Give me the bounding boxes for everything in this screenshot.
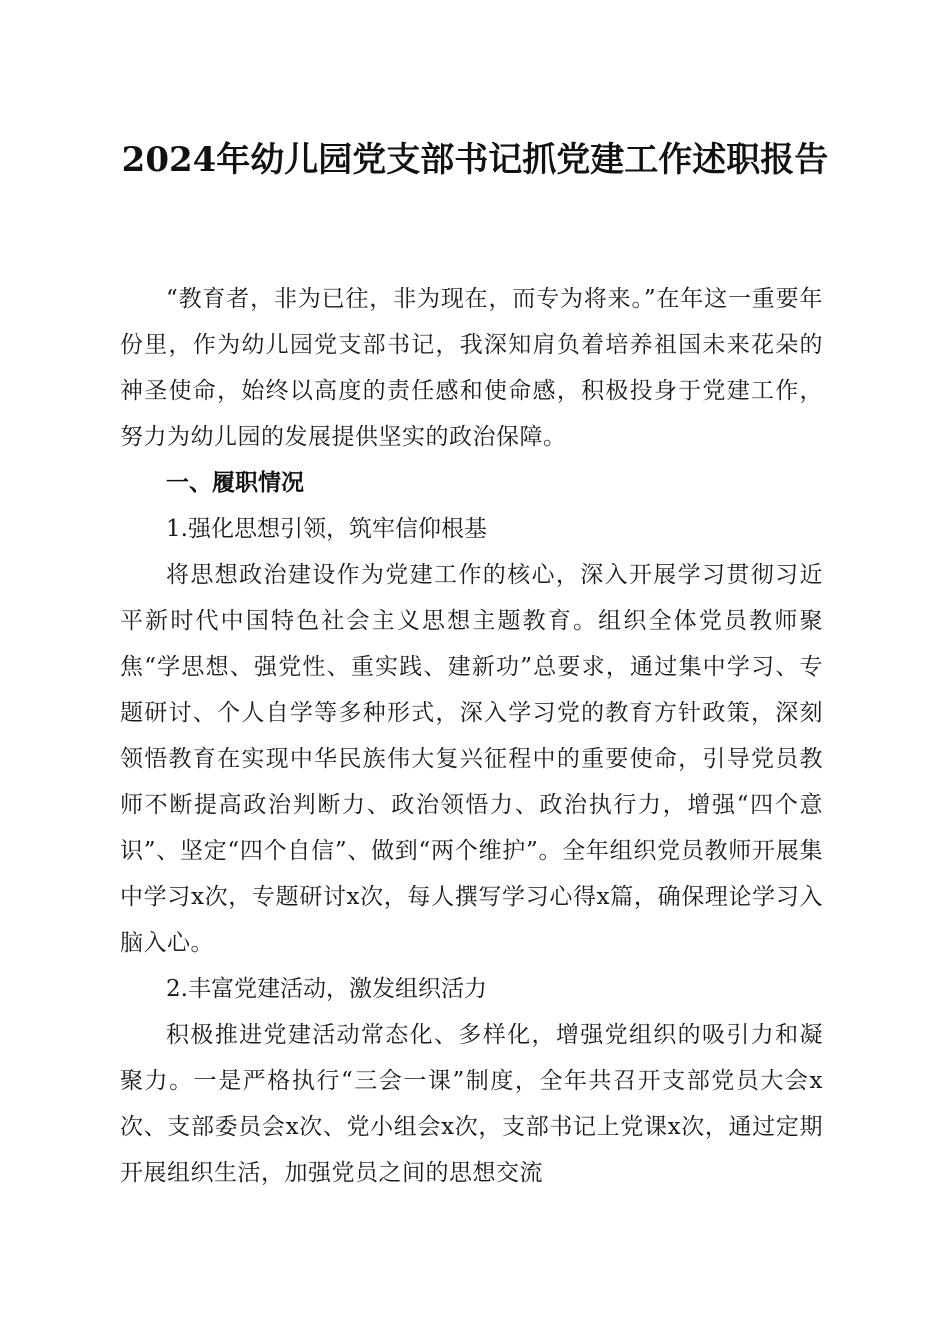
subsection-heading-ideology: 1.强化思想引领，筑牢信仰根基 <box>166 516 487 542</box>
document-body <box>120 276 823 1196</box>
intro-paragraph: “教育者，非为已往，非为现在，而专为将来。”在年这一重要年份里，作为幼儿园党支部书记，我深知肩负着培养祖国未来花朵的神圣使命，始终以高度的责任感和使命感，积极投身于党建工作，努力为幼儿园的发展提供坚实的政治保障。 <box>120 286 823 450</box>
paragraph-ideology: 将思想政治建设作为党建工作的核心，深入开展学习贯彻习近平新时代中国特色社会主义思想主题教育。组织全体党员教师聚焦“学思想、强党性、重实践、建新功”总要求，通过集中学习、专题研讨、个人自学等多种形式，深入学习党的教育方针政策，深刻领悟教育在实现中华民族伟大复兴征程中的重要使命，引导党员教师不断提高政治判断力、政治领悟力、政治执行力，增强“四个意识”、坚定“四个自信”、做到“两个维护”。全年组织党员教师开展集中学习x次，专题研讨x次，每人撰写学习心得x篇，确保理论学习入脑入心。 <box>120 562 823 956</box>
section-heading-performance: 一、履职情况 <box>166 470 304 496</box>
paragraph-activities: 积极推进党建活动常态化、多样化，增强党组织的吸引力和凝聚力。一是严格执行“三会一课”制度，全年共召开支部党员大会x次、支部委员会x次、党小组会x次，支部书记上党课x次，通过定期开展组织生活，加强党员之间的思想交流 <box>120 1022 823 1186</box>
subsection-heading-activities: 2.丰富党建活动，激发组织活力 <box>166 976 487 1002</box>
document-title: 2024年幼儿园党支部书记抓党建工作述职报告 <box>121 140 829 180</box>
